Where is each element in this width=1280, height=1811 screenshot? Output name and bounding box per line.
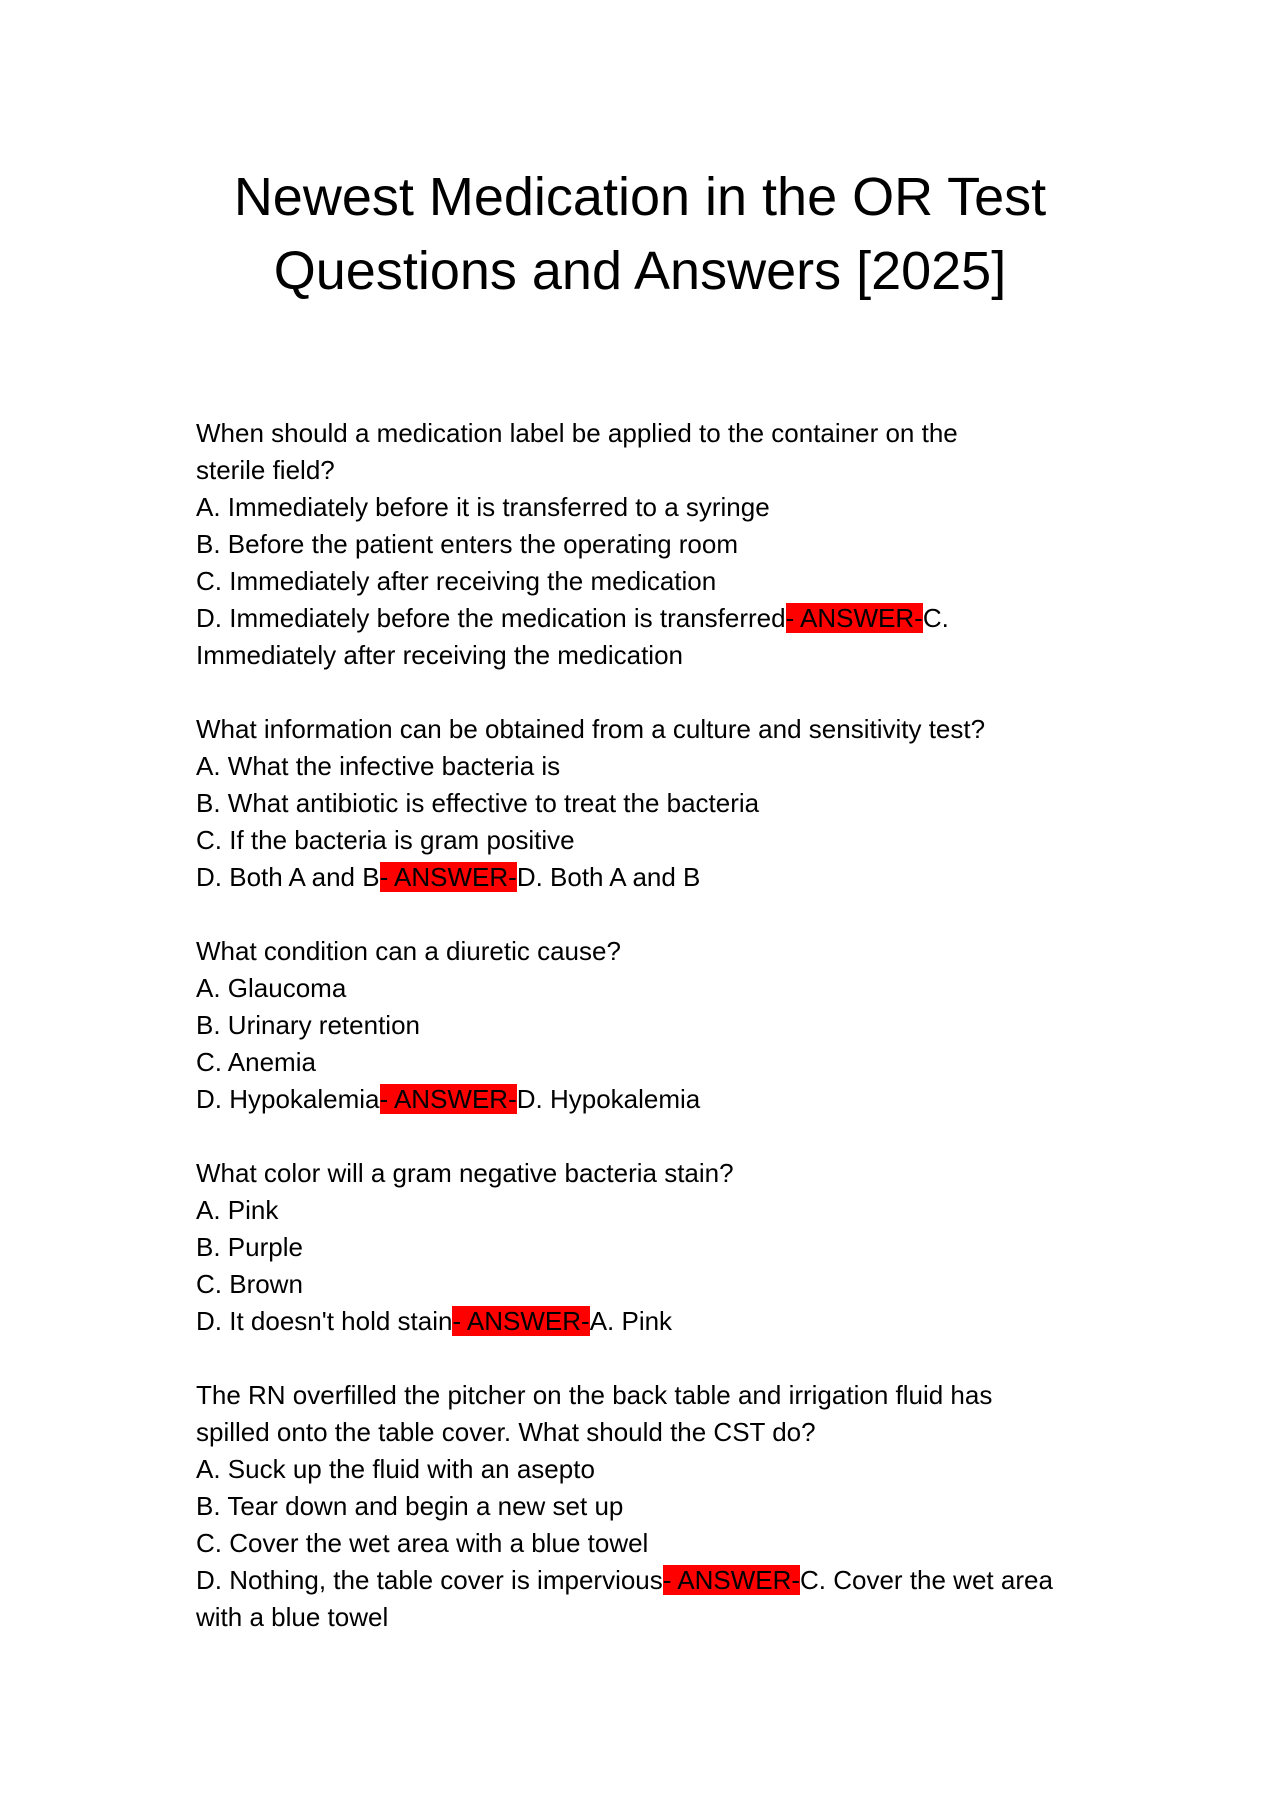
answer-tag: - ANSWER- <box>452 1306 590 1336</box>
option-c: C. Anemia <box>196 1047 316 1077</box>
answer-tag: - ANSWER- <box>785 603 923 633</box>
question-text: The RN overfilled the pitcher on the back table and irrigation fluid has <box>196 1380 993 1410</box>
option-a: A. What the infective bacteria is <box>196 751 561 781</box>
question-text: When should a medication label be applied to the container on the <box>196 418 958 448</box>
answer-tag: - ANSWER- <box>379 1084 517 1114</box>
option-c: C. If the bacteria is gram positive <box>196 825 575 855</box>
answer-text: A. Pink <box>589 1306 673 1336</box>
question-text-continued: sterile field? <box>196 455 335 485</box>
option-d-with-answer <box>196 1081 1076 1118</box>
question-list <box>196 415 1076 1673</box>
option-d-with-answer <box>196 1303 1076 1340</box>
question-text: What color will a gram negative bacteria stain? <box>196 1158 734 1188</box>
option-b: B. Purple <box>196 1232 303 1262</box>
option-d: D. It doesn't hold stain <box>196 1306 453 1336</box>
title-line-1: Newest Medication in the OR Test <box>233 167 1047 227</box>
option-d: D. Hypokalemia <box>196 1084 380 1114</box>
answer-text: C. Cover the wet area with a blue towel <box>196 1565 1053 1632</box>
option-d-with-answer <box>196 1562 1076 1636</box>
option-a: A. Glaucoma <box>196 973 347 1003</box>
option-c: C. Brown <box>196 1269 303 1299</box>
answer-text: D. Hypokalemia <box>516 1084 701 1114</box>
answer-text: C. Immediately after receiving the medication <box>196 603 949 670</box>
option-a: A. Suck up the fluid with an asepto <box>196 1454 595 1484</box>
page-title <box>140 160 1140 308</box>
question-block-1 <box>196 415 1076 674</box>
question-text-continued: spilled onto the table cover. What should the CST do? <box>196 1417 816 1447</box>
option-d-with-answer <box>196 600 1076 674</box>
option-b: B. Tear down and begin a new set up <box>196 1491 624 1521</box>
option-a: A. Pink <box>196 1195 279 1225</box>
question-block-2 <box>196 711 1076 896</box>
question-text: What condition can a diuretic cause? <box>196 936 621 966</box>
answer-tag: - ANSWER- <box>662 1565 801 1595</box>
option-b: B. Urinary retention <box>196 1010 420 1040</box>
option-c: C. Immediately after receiving the medication <box>196 566 717 596</box>
option-d: D. Both A and B <box>196 862 380 892</box>
question-block-5 <box>196 1377 1076 1636</box>
option-d: D. Nothing, the table cover is impervious <box>196 1565 663 1595</box>
option-a: A. Immediately before it is transferred to a syringe <box>196 492 770 522</box>
question-block-4 <box>196 1155 1076 1340</box>
question-block-3 <box>196 933 1076 1118</box>
option-d: D. Immediately before the medication is transferred <box>196 603 786 633</box>
answer-text: D. Both A and B <box>516 862 701 892</box>
question-text: What information can be obtained from a culture and sensitivity test? <box>196 714 986 744</box>
option-b: B. Before the patient enters the operating room <box>196 529 739 559</box>
title-line-2: Questions and Answers [2025] <box>273 241 1007 301</box>
option-b: B. What antibiotic is effective to treat the bacteria <box>196 788 760 818</box>
answer-tag: - ANSWER- <box>379 862 517 892</box>
option-c: C. Cover the wet area with a blue towel <box>196 1528 649 1558</box>
option-d-with-answer <box>196 859 1076 896</box>
